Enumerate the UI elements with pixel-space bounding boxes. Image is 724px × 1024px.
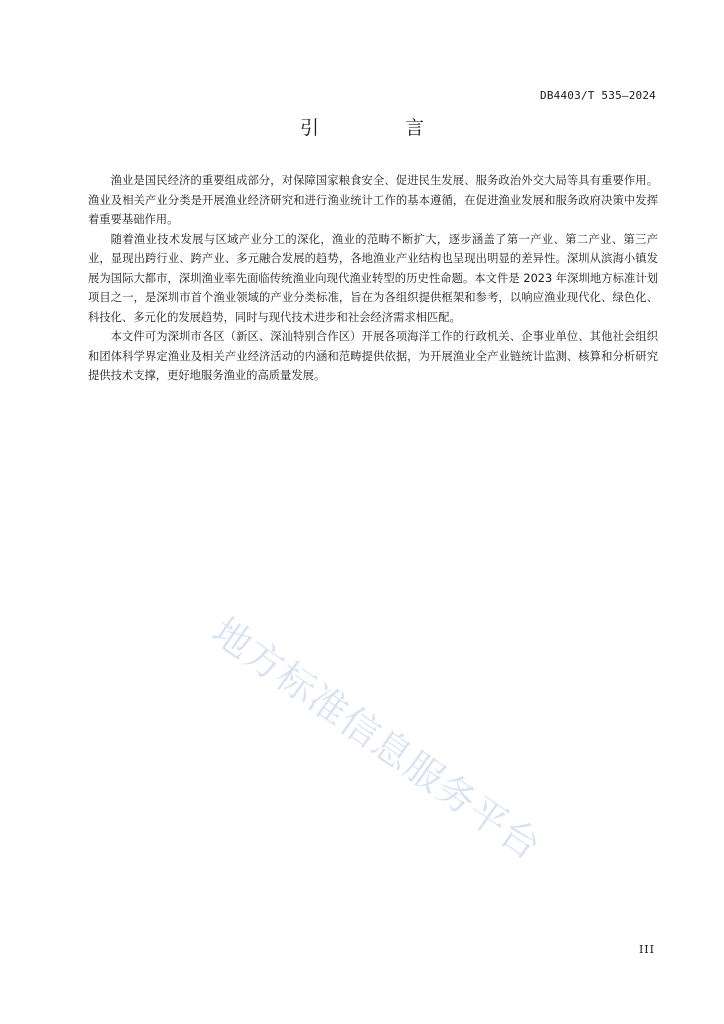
paragraph: 本文件可为深圳市各区（新区、深汕特别合作区）开展各项海洋工作的行政机关、企事业单位、其他社会组织和团体科学界定渔业及相关产业经济活动的内涵和范畴提供依据，为开展渔业全产业链统计监测、核算和分析研究提供技术支撑，更好地服务渔业的高质量发展。 xyxy=(88,330,658,382)
paragraph: 随着渔业技术发展与区域产业分工的深化，渔业的范畴不断扩大，逐步涵盖了第一产业、第二产业、第三产业，显现出跨行业、跨产业、多元融合发展的趋势，各地渔业产业结构也呈现出明显的差异性。深圳从滨海小镇发展为国际大都市，深圳渔业率先面临传统渔业向现代渔业转型的历史性命题。本文件是 2023 年深圳地方标准计划项目之一，是深圳市首个渔业领域的产业分类标准，旨在为各组织提供框架和参考，以响应渔业现代化、绿色化、科技化、多元化的发展趋势，同时与现代技术进步和社会经济需求相匹配。 xyxy=(88,232,658,324)
watermark: 地方标准信息服务平台 xyxy=(204,609,549,869)
document-code: DB4403/T 535—2024 xyxy=(540,89,656,102)
paragraph: 渔业是国民经济的重要组成部分，对保障国家粮食安全、促进民生发展、服务政治外交大局等具有重要作用。渔业及相关产业分类是开展渔业经济研究和进行渔业统计工作的基本遵循，在促进渔业发展和服务政府决策中发挥着重要基础作用。 xyxy=(88,174,658,226)
document-body xyxy=(88,171,658,386)
page-number: III xyxy=(638,943,655,956)
page-title: 引 言 xyxy=(299,117,465,139)
